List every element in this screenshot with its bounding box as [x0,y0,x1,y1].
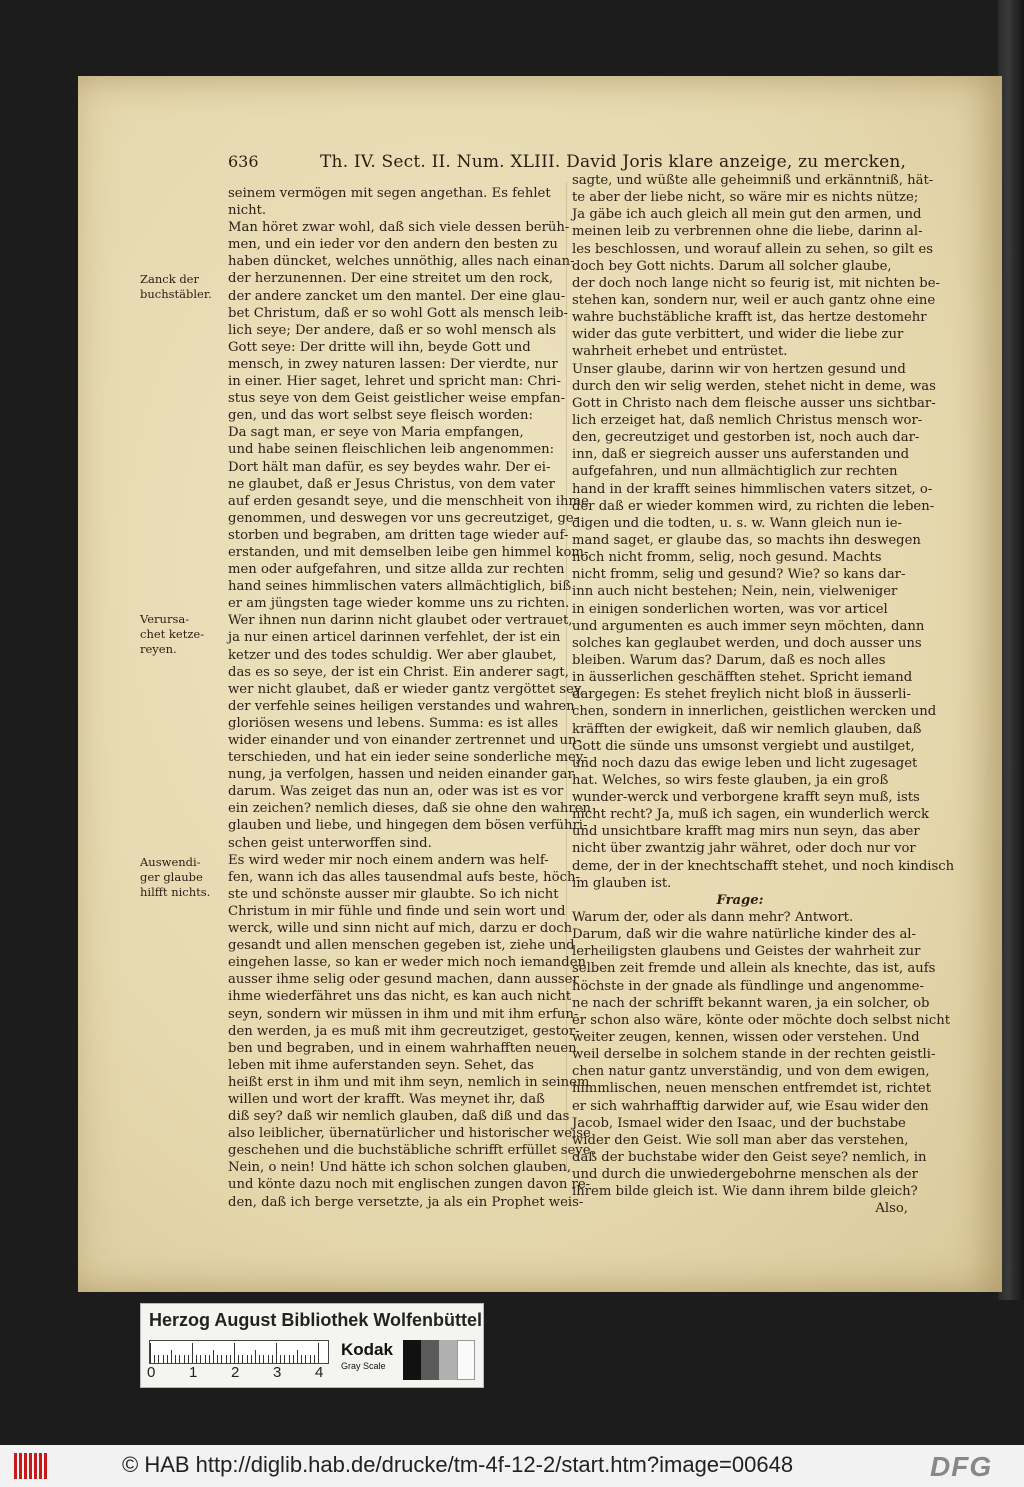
text-line: darum. Was zeiget das nun an, oder was ist es vor [228,784,564,800]
text-line: fen, wann ich das alles tausendmal aufs beste, höch- [228,869,580,885]
text-line: seinem vermögen mit segen angethan. Es fehlet [228,186,551,201]
text-line: schen geist unterworffen sind. [228,835,432,851]
text-line: mensch, in zwey naturen lassen: Der vierdte, nur [228,356,558,372]
margin-note-line: hilfft nichts. [140,885,211,899]
text-line: wider das gute verbittert, und wider die liebe zur [572,327,904,343]
ruler-tick [259,1355,260,1363]
page-number: 636 [228,152,259,171]
text-line: wer nicht glaubet, daß er wieder gantz vergöttet sey, [228,681,584,697]
text-line: bet Christum, daß er so wohl Gott als mensch leib- [228,305,569,321]
text-line: hand in der krafft seines himmlischen vaters sitzet, o- [572,481,933,497]
ruler-tick [163,1355,164,1363]
text-line: der doch noch lange nicht so feurig ist, mit nichten be- [572,275,940,291]
text-line: er sich wahrhafftig darwider auf, wie Esau wider den [572,1098,929,1114]
text-line: der verfehle seines heiligen verstandes und wahren [228,698,575,714]
text-line: Gott seye: Der dritte will ihn, beyde Gott und [228,339,531,355]
text-line: ausser ihme selig oder gesund machen, dann ausser [228,972,579,988]
text-line: Dort hält man dafür, es sey beydes wahr. Der ei- [228,459,551,475]
text-line: wunder-werck und verborgene krafft seyn muß, ists [572,790,920,806]
kodak-logo: Kodak [341,1340,393,1359]
ruler-numbers [143,1364,333,1382]
text-line: ste und schönste ausser mir glaubte. So ich nicht [228,886,559,902]
ruler-tick [192,1343,193,1363]
text-line: den, daß ich berge versetzte, ja als ein Prophet weis- [228,1194,584,1210]
ruler-tick [167,1355,168,1363]
text-line: glauben und liebe, und hingegen dem bösen verführi- [228,818,588,834]
text-line: stehen kan, sondern nur, weil er auch gantz ohne eine [572,292,936,308]
ruler-tick [263,1355,264,1363]
ruler-tick [238,1355,239,1363]
ruler-tick [230,1355,231,1363]
text-line: und noch dazu das ewige leben und licht zugesaget [572,755,918,771]
text-line: ketzer und des todes schuldig. Wer aber glaubet, [228,647,557,663]
text-line: Ja gäbe ich auch gleich all mein gut den armen, und [572,207,922,223]
text-line: leben mit ihme auferstanden seyn. Sehet, das [228,1057,534,1073]
ruler-tick [184,1355,185,1363]
text-line: chen, sondern in innerlichen, geistlichen wercken und [572,704,937,720]
right-text-column [572,172,955,1218]
text-line: ja nur einen articel darinnen verfehlet, der ist ein [228,630,561,646]
ruler-tick [171,1350,172,1363]
ruler-tick [242,1355,243,1363]
text-line: Man höret zwar wohl, daß sich viele dessen berüh- [228,220,570,236]
text-line: sagte, und wüßte alle geheimniß und erkänntniß, hät- [572,173,934,188]
ruler-tick [314,1355,315,1363]
text-line: heißt erst in ihm und mit ihm seyn, nemlich in seinem [228,1074,590,1090]
text-line: wider einander und von einander zertrennet und un- [228,733,581,748]
text-line: Jacob, Ismael wider den Isaac, und der buchstabe [572,1115,906,1131]
text-line: aufgefahren, und nun allmächtiglich zur rechten [572,464,898,480]
ruler-number: 0 [147,1364,156,1381]
text-line: digen und die todten, u. s. w. Wann gleich nun ie- [572,515,903,531]
text-line: men oder aufgefahren, und sitze allda zur rechten [228,562,565,578]
ruler-tick [196,1355,197,1363]
text-line: storben und begraben, am dritten tage wieder auf- [228,527,569,543]
text-line: terschieden, und hat ein ieder seine sonderliche mey- [228,750,588,766]
text-line: nicht. [228,203,267,219]
dfg-logo: DFG [930,1451,993,1482]
text-line: stus seye von dem Geist geistlicher weise empfan- [228,391,566,407]
text-line: auf erden gesandt seye, und die menschheit von ihme [228,493,589,509]
text-line: lich seye; Der andere, daß er so wohl mensch als [228,322,557,338]
ruler-tick [297,1350,298,1363]
text-line: chen natur gantz unverständig, und von dem ewigen, [572,1064,930,1080]
text-line: nung, ja verfolgen, hassen und neiden einander gar [228,767,574,783]
text-line: weil derselbe in solchem stande in der rechten geistli- [572,1047,936,1063]
text-line: den werden, ja es muß mit ihm gecreutziget, gestor- [228,1023,580,1039]
text-line: und habe seinen fleischlichen leib angenommen: [228,442,555,458]
ruler-tick [255,1350,256,1363]
ruler-tick [200,1355,201,1363]
ruler-tick [234,1343,235,1363]
ruler-tick [205,1355,206,1363]
library-name: Herzog August Bibliothek Wolfenbüttel [149,1310,482,1330]
ruler-tick [179,1355,180,1363]
text-line: Gott in Christo nach dem fleische ausser uns sichtbar- [572,395,936,411]
text-line: ihrem bilde gleich ist. Wie dann ihrem bilde gleich? [572,1184,918,1200]
ruler-tick [150,1343,151,1363]
text-line: in einer. Hier saget, lehret und spricht man: Chri- [228,374,561,390]
margin-note-line: Zanck der [140,272,199,286]
text-line: doch bey Gott nichts. Darum all solcher glaube, [572,258,892,274]
text-line: ben und begraben, und in einem wahrhafften neuen [228,1040,577,1056]
text-line: willen und wort der krafft. Was meynet ihr, daß [228,1091,545,1107]
text-line: men, und ein ieder vor den andern den besten zu [228,237,558,253]
text-line: nicht recht? Ja, muß ich sagen, ein wunderlich werck [572,807,930,823]
margin-note-line: buchstäbler. [140,287,212,301]
ruler-number: 4 [315,1364,324,1381]
text-line: Es wird weder mir noch einem andern was helf- [228,852,549,868]
ruler-tick [213,1350,214,1363]
gray-scale-swatches [403,1340,475,1380]
text-line: er am jüngsten tage wieder komme uns zu richten. [228,596,570,612]
gray-swatch [457,1340,475,1380]
text-line: noch nicht fromm, selig, noch gesund. Machts [572,550,882,566]
text-line: diß sey? daß wir nemlich glauben, daß diß und das [228,1109,570,1125]
text-line: werck, wille und sinn nicht auf mich, darzu er doch [228,921,573,937]
text-line: erstanden, und mit demselben leibe gen himmel kom- [228,544,589,560]
text-line: mand saget, er glaube das, so machts ihn deswegen [572,532,921,548]
text-line: und argumenten es auch immer seyn möchten, dann [572,618,925,634]
text-line: bleiben. Warum das? Darum, daß es noch alles [572,652,886,668]
ruler-tick [276,1343,277,1363]
hab-logo-icon [14,1453,50,1479]
ruler-tick [289,1355,290,1363]
text-line: und unsichtbare krafft mag mirs nun seyn, das aber [572,824,920,840]
text-line: Darum, daß wir die wahre natürliche kinder des al- [572,927,916,943]
margin-note-line: chet ketze- [140,627,205,641]
text-line: solches kan geglaubet werden, und doch ausser uns [572,635,922,651]
text-line: er schon also wäre, könte oder möchte doch selbst nicht [572,1012,951,1028]
scale-ruler [149,1340,329,1364]
text-line: wahre buchstäbliche krafft ist, das hertze destomehr [572,310,927,326]
ruler-tick [310,1355,311,1363]
ruler-tick [268,1355,269,1363]
ruler-tick [272,1355,273,1363]
text-line: Da sagt man, er seye von Maria empfangen, [228,425,524,441]
text-line: nicht über zwantzig jahr währet, oder doch nur vor [572,841,916,857]
text-line: Nein, o nein! Und hätte ich schon solchen glauben, [228,1160,572,1176]
text-line: selben zeit fremde und allein als knechte, das ist, aufs [572,961,936,977]
ruler-tick [217,1355,218,1363]
text-line: weiter zeugen, kennen, wissen oder verstehen. Und [572,1030,920,1046]
text-line: daß der buchstabe wider den Geist seye? nemlich, in [572,1150,927,1166]
text-line: Unser glaube, darinn wir von hertzen gesund und [572,361,906,377]
text-line: nicht fromm, selig und gesund? Wie? so kans dar- [572,567,906,583]
library-label [140,1303,484,1388]
text-line: und durch die unwiedergebohrne menschen als der [572,1167,918,1183]
text-line: den, gecreutziget und gestorben ist, noch auch dar- [572,430,920,446]
text-line: durch den wir selig werden, stehet nicht in deme, was [572,378,936,394]
left-text-column [228,185,595,1211]
text-line: wahrheit erhebet und entrüstet. [572,344,788,360]
ruler-tick [221,1355,222,1363]
ruler-number: 3 [273,1364,282,1381]
running-title: Th. IV. Sect. II. Num. XLIII. David Joris klare anzeige, zu mercken, [320,152,907,172]
kodak-mark [341,1340,401,1380]
text-line: ein zeichen? nemlich dieses, daß sie ohne den wahren [228,801,591,817]
text-line: ihme wiederfähret uns das nicht, es kan auch nicht [228,989,572,1005]
text-line: meinen leib zu verbrennen ohne die liebe, darinn al- [572,224,923,240]
gray-swatch [403,1340,421,1380]
text-line: hand seines himmlischen vaters allmächtiglich, biß [228,579,572,595]
copyright-url-text[interactable]: © HAB http://diglib.hab.de/drucke/tm-4f-12-2/start.htm?image=00648 [122,1452,794,1477]
margin-note-zanck [140,272,236,302]
text-line: Christum in mir fühle und finde und sein wort und [228,903,566,919]
ruler-number: 2 [231,1364,240,1381]
ruler-tick [318,1343,319,1363]
text-line: inn, daß er siegreich ausser uns auferstanden und [572,447,910,463]
ruler-tick [188,1355,189,1363]
text-line: das es so seye, der ist ein Christ. Ein anderer sagt, [228,664,569,680]
text-line: Frage: [716,892,764,908]
text-line: der andere zancket um den mantel. Der eine glau- [228,288,566,304]
margin-note-line: ger glaube [140,870,203,884]
ruler-tick [284,1355,285,1363]
ruler-tick [209,1355,210,1363]
text-line: Gott die sünde uns umsonst vergiebt und austilget, [572,738,915,754]
text-line: dargegen: Es stehet freylich nicht bloß in äusserli- [572,687,911,703]
text-line: lerheiligsten glaubens und Geistes der wahrheit zur [572,944,921,960]
margin-note-line: Auswendi- [140,855,201,869]
text-line: der herzunennen. Der eine streitet um den rock, [228,271,554,287]
margin-note-line: reyen. [140,642,177,656]
text-line: und könte dazu noch mit englischen zungen davon re- [228,1177,591,1193]
ruler-number: 1 [189,1364,198,1381]
text-line: ne glaubet, daß er Jesus Christus, von dem vater [228,476,555,492]
text-line: gesandt und allen menschen gegeben ist, ziehe und [228,938,575,954]
text-line: himmlischen, neuen menschen entfremdet ist, richtet [572,1081,932,1097]
text-line: genommen, und deswegen vor uns gecreutziget, ge- [228,510,579,526]
ruler-tick [247,1355,248,1363]
margin-note-verursa [140,612,236,657]
gray-scale-label: Gray Scale [341,1361,386,1371]
ruler-tick [251,1355,252,1363]
text-line: geschehen und die buchstäbliche schrifft erfüllet seye. [228,1143,595,1159]
gray-swatch [439,1340,457,1380]
ruler-tick [154,1355,155,1363]
text-line: te aber der liebe nicht, so wäre mir es nichts nütze; [572,190,919,206]
text-line: Wer ihnen nun darinn nicht glaubet oder vertrauet, [228,613,573,629]
text-line: wider den Geist. Wie soll man aber das verstehen, [572,1132,909,1148]
text-line: hat. Welches, so wirs feste glauben, ja ein groß [572,772,889,788]
text-line: haben düncket, welches unnöthig, alles nach einan- [228,254,575,270]
text-line: lich erzeiget hat, daß nemlich Christus mensch wor- [572,412,923,428]
text-line: also leiblicher, übernatürlicher und historischer weise [228,1126,591,1142]
text-line: gloriösen wesens und lebens. Summa: es ist alles [228,715,559,731]
ruler-tick [158,1355,159,1363]
text-line: höchste in der gnade als fündlinge und angenomme- [572,978,924,994]
gray-swatch [421,1340,439,1380]
margin-note-line: Verursa- [140,612,190,626]
ruler-tick [226,1355,227,1363]
text-line: Also, [875,1201,908,1217]
ruler-tick [305,1355,306,1363]
ruler-tick [175,1355,176,1363]
text-line: im glauben ist. [572,875,672,891]
text-line: Warum der, oder als dann mehr? Antwort. [572,910,854,926]
ruler-tick [293,1355,294,1363]
text-line: seyn, sondern wir müssen in ihm und mit ihm erfun- [228,1006,579,1022]
text-line: eingehen lasse, so kan er weder mich noch iemanden [228,955,587,971]
text-line: gen, und das wort selbst seye fleisch worden: [228,408,533,424]
text-line: in äusserlichen geschäfften stehet. Spricht iemand [572,670,913,686]
text-line: les beschlossen, und worauf allein zu sehen, so gilt es [572,241,934,257]
text-line: deme, der in der knechtschafft stehet, und noch kindisch [572,858,955,874]
text-line: ne nach der schrifft bekannt waren, ja ein solcher, ob [572,995,930,1011]
text-line: der daß er wieder kommen wird, zu richten die leben- [572,498,935,514]
text-line: kräfften der ewigkeit, daß wir nemlich glauben, daß [572,721,922,737]
viewer-footer [0,1445,1024,1487]
text-line: in einigen sonderlichen worten, was vor articel [572,601,888,617]
ruler-tick [301,1355,302,1363]
ruler-tick [280,1355,281,1363]
text-line: inn auch nicht bestehen; Nein, nein, vielweniger [572,584,898,600]
margin-note-auswendi [140,855,236,900]
